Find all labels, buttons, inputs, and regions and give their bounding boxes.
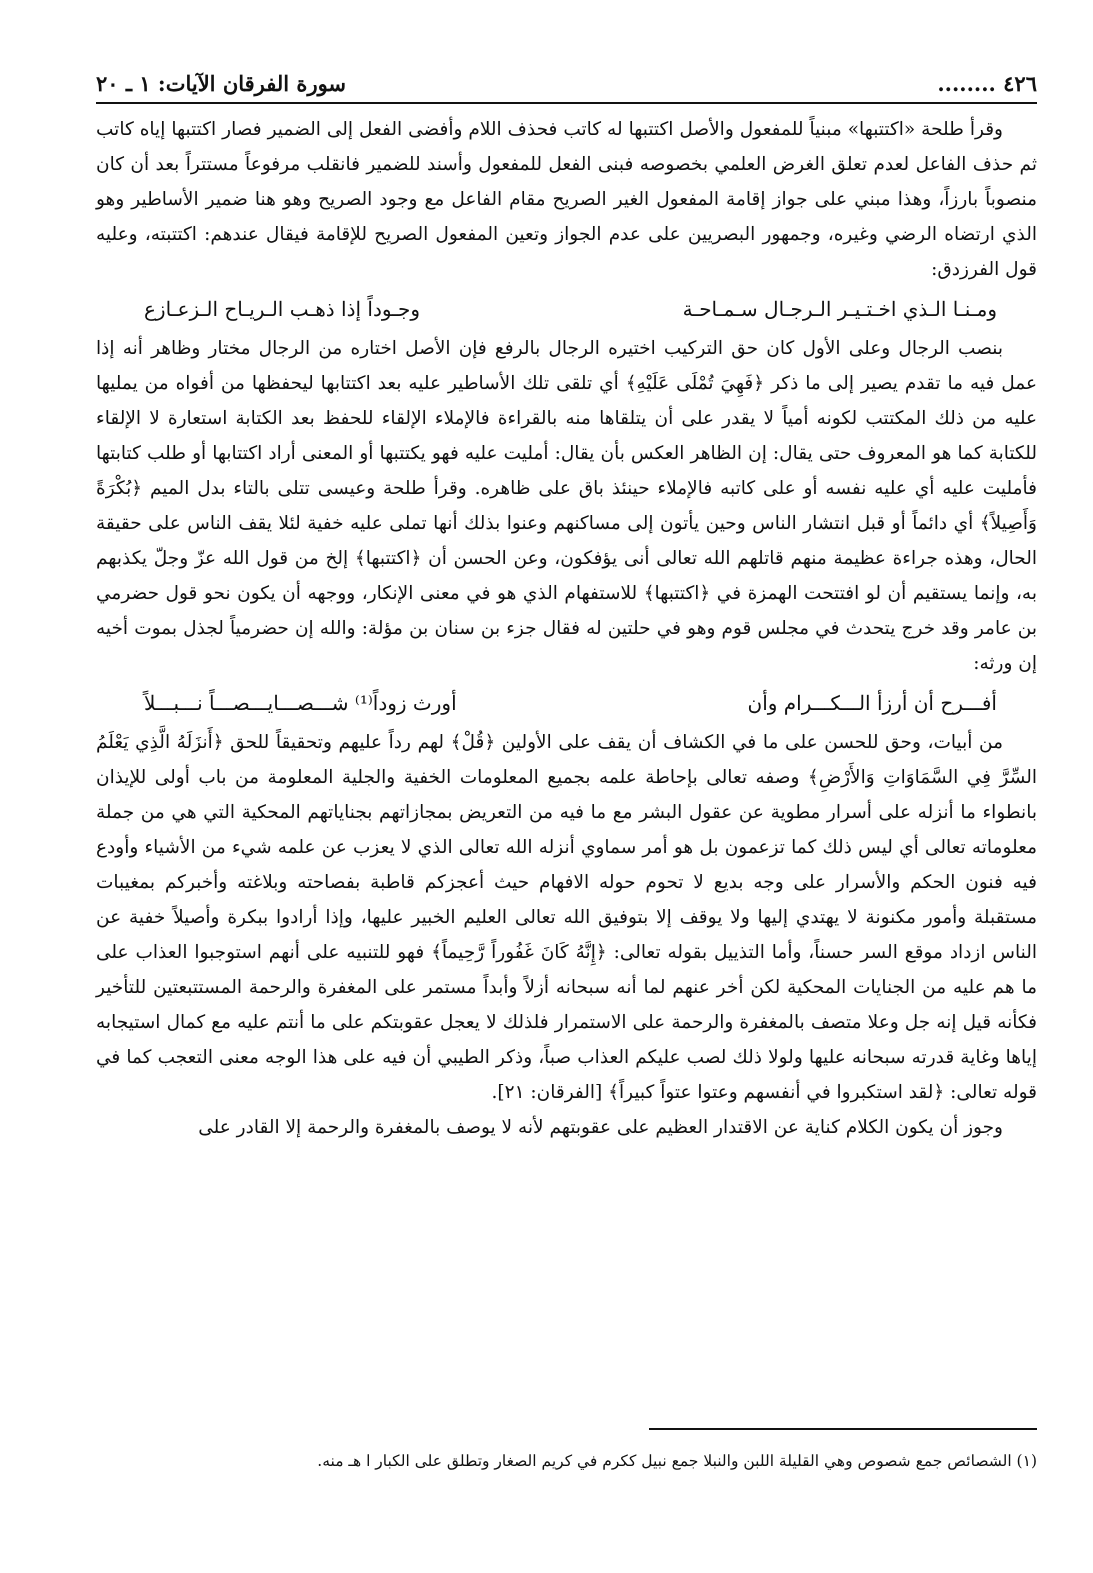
verse-2-hemistich-a: أفـــرح أن أرزأ الـــكـــرام وأن — [747, 690, 997, 715]
running-header — [96, 56, 1037, 104]
footnote-1: (١) الشصائص جمع شصوص وهي القليلة اللبن والنبلا جمع نبيل ككرم في كريم الصغار وتطلق على الكبار ا هـ منه. — [317, 1452, 1037, 1470]
verse-1-hemistich-a: ومـنـا الـذي اخـتـيـر الـرجـال سـمـاحـة — [682, 296, 997, 321]
paragraph-4: وجوز أن يكون الكلام كناية عن الاقتدار العظيم على عقوبتهم لأنه لا يوصف بالمغفرة والرحمة إلا القادر على — [198, 1117, 1003, 1138]
footnotes — [96, 1428, 1037, 1474]
verse-2-hemistich-b: أورث زوداً⁽¹⁾ شـــصـــايـــصـــاً نـــبـــلاً — [144, 690, 457, 715]
verse-1-hemistich-b: وجـوداً إذا ذهـب الـريـاح الـزعـازع — [144, 296, 421, 321]
page-number-value: ٤٢٦ — [1003, 71, 1037, 96]
paragraph-1: وقرأ طلحة «اكتتبها» مبنياً للمفعول والأصل اكتتبها له كاتب فحذف اللام وأفضى الفعل إلى الضمير فصار اكتتبها إياه كاتب ثم حذف الفاعل لعدم تعلق الغرض العلمي بخصوصه فبنى الفعل للمفعول وأسند للضمير فانقلب مرفوعاً مستتراً بعد أن كان منصوباً بارزاً، وهذا مبني على جواز إقامة المفعول الغير الصريح مقام الفاعل مع وجود الصريح وهو هنا ضمير الأساطير وهو الذي ارتضاه الرضي وغيره، وجمهور البصريين على عدم الجواز وتعين المفعول الصريح للإقامة فيقال عندهم: اكتتبته، وعليه قول الفرزدق: — [96, 119, 1037, 280]
paragraph-2: بنصب الرجال وعلى الأول كان حق التركيب اختيره الرجال بالرفع فإن الأصل اختاره من الرجال مختار وظاهر أنه إذا عمل فيه ما تقدم يصير إلى ما ذكر ﴿فَهِيَ تُمْلَى عَلَيْهِ﴾ أي تلقى تلك الأساطير عليه بعد اكتتابها ليحفظها من أفواه من يمليها عليه من ذلك المكتتب لكونه أمياً لا يقدر على أن يتلقاها منه بالقراءة فالإملاء الإلقاء للحفظ بعد الكتابة استعارة لا الإلقاء للكتابة كما هو المعروف حتى يقال: إن الظاهر العكس بأن يقال: أمليت عليه فهو يكتتبها أو المعنى أراد اكتتابها أو طلب كتابتها فأمليت عليه أي عليه نفسه أو على كاتبه فالإملاء حينئذ باق على ظاهره. وقرأ طلحة وعيسى تتلى بالتاء بدل الميم ﴿بُكْرَةً وَأَصِيلاً﴾ أي دائماً أو قبل انتشار الناس وحين يأتون إلى مساكنهم وعنوا بذلك أنها تملى عليه خفية لئلا يقف الناس على حقيقة الحال، وهذه جراءة عظيمة منهم قاتلهم الله تعالى أنى يؤفكون، وعن الحسن أن ﴿اكتتبها﴾ إلخ من قول الله عزّ وجلّ يكذبهم به، وإنما يستقيم أن لو افتتحت الهمزة في ﴿اكتتبها﴾ للاستفهام الذي هو في معنى الإنكار، ووجهه أن يكون نحو قول حضرمي بن عامر وقد خرج يتحدث في مجلس قوم وهو في حلتين له فقال جزء بن سنان بن مؤلة: والله إن حضرمياً لجذل بموت أخيه إن ورثه: — [96, 338, 1037, 674]
poetry-verse-2 — [96, 681, 1037, 725]
paragraph-3: من أبيات، وحق للحسن على ما في الكشاف أن يقف على الأولين ﴿قُلْ﴾ لهم رداً عليهم وتحقيقاً للحق ﴿أَنزَلَهُ الَّذِي يَعْلَمُ السِّرَّ فِي السَّمَاوَاتِ وَالأَرْضِ﴾ وصفه تعالى بإحاطة علمه بجميع المعلومات الخفية والجلية المعلومة من باب أولى للإيذان بانطواء ما أنزله على أسرار مطوية عن عقول البشر مع ما فيه من التعريض بمجازاتهم بجناياتهم المحكية التي هي من جملة معلوماته تعالى أي ليس ذلك كما تزعمون بل هو أمر سماوي أنزله الله تعالى الذي لا يعزب عن علمه شيء من الأشياء وأودع فيه فنون الحكم والأسرار على وجه بديع لا تحوم حوله الافهام حيث أعجزكم قاطبة بفصاحته وبلاغته وأخبركم بمغيبات مستقبلة وأمور مكنونة لا يهتدي إليها ولا يوقف إلا بتوفيق الله تعالى العليم الخبير عليها، وإذا أرادوا ببكرة وأصيلاً خفية عن الناس ازداد موقع السر حسناً، وأما التذييل بقوله تعالى: ﴿إِنَّهُ كَانَ غَفُوراً رَّحِيماً﴾ فهو للتنبيه على أنهم استوجبوا العذاب على ما هم عليه من الجنايات المحكية لكن أخر عنهم لما أنه سبحانه أزلاً وأبداً مستمر على المغفرة والرحمة المستتبعتين للتأخير فكأنه قيل إنه جل وعلا متصف بالمغفرة والرحمة على الاستمرار فلذلك لا يعجل عقوبتكم على ما أنتم عليه مع كمال استيجابه إياها وغاية قدرته سبحانه عليها ولولا ذلك لصب عليكم العذاب صباً، وذكر الطيبي أن فيه على هذا الوجه معنى التعجب كما في قوله تعالى: ﴿لقد استكبروا في أنفسهم وعتوا عتواً كبيراً﴾ [الفرقان: ٢١]. — [96, 732, 1037, 1103]
page-number — [937, 71, 1037, 96]
poetry-verse-1 — [96, 287, 1037, 331]
main-text — [96, 112, 1037, 1145]
header-dots: ........ — [937, 71, 996, 96]
footnote-rule — [649, 1428, 1037, 1430]
surah-title: سورة الفرقان الآيات: ١ ـ ٢٠ — [96, 71, 347, 96]
